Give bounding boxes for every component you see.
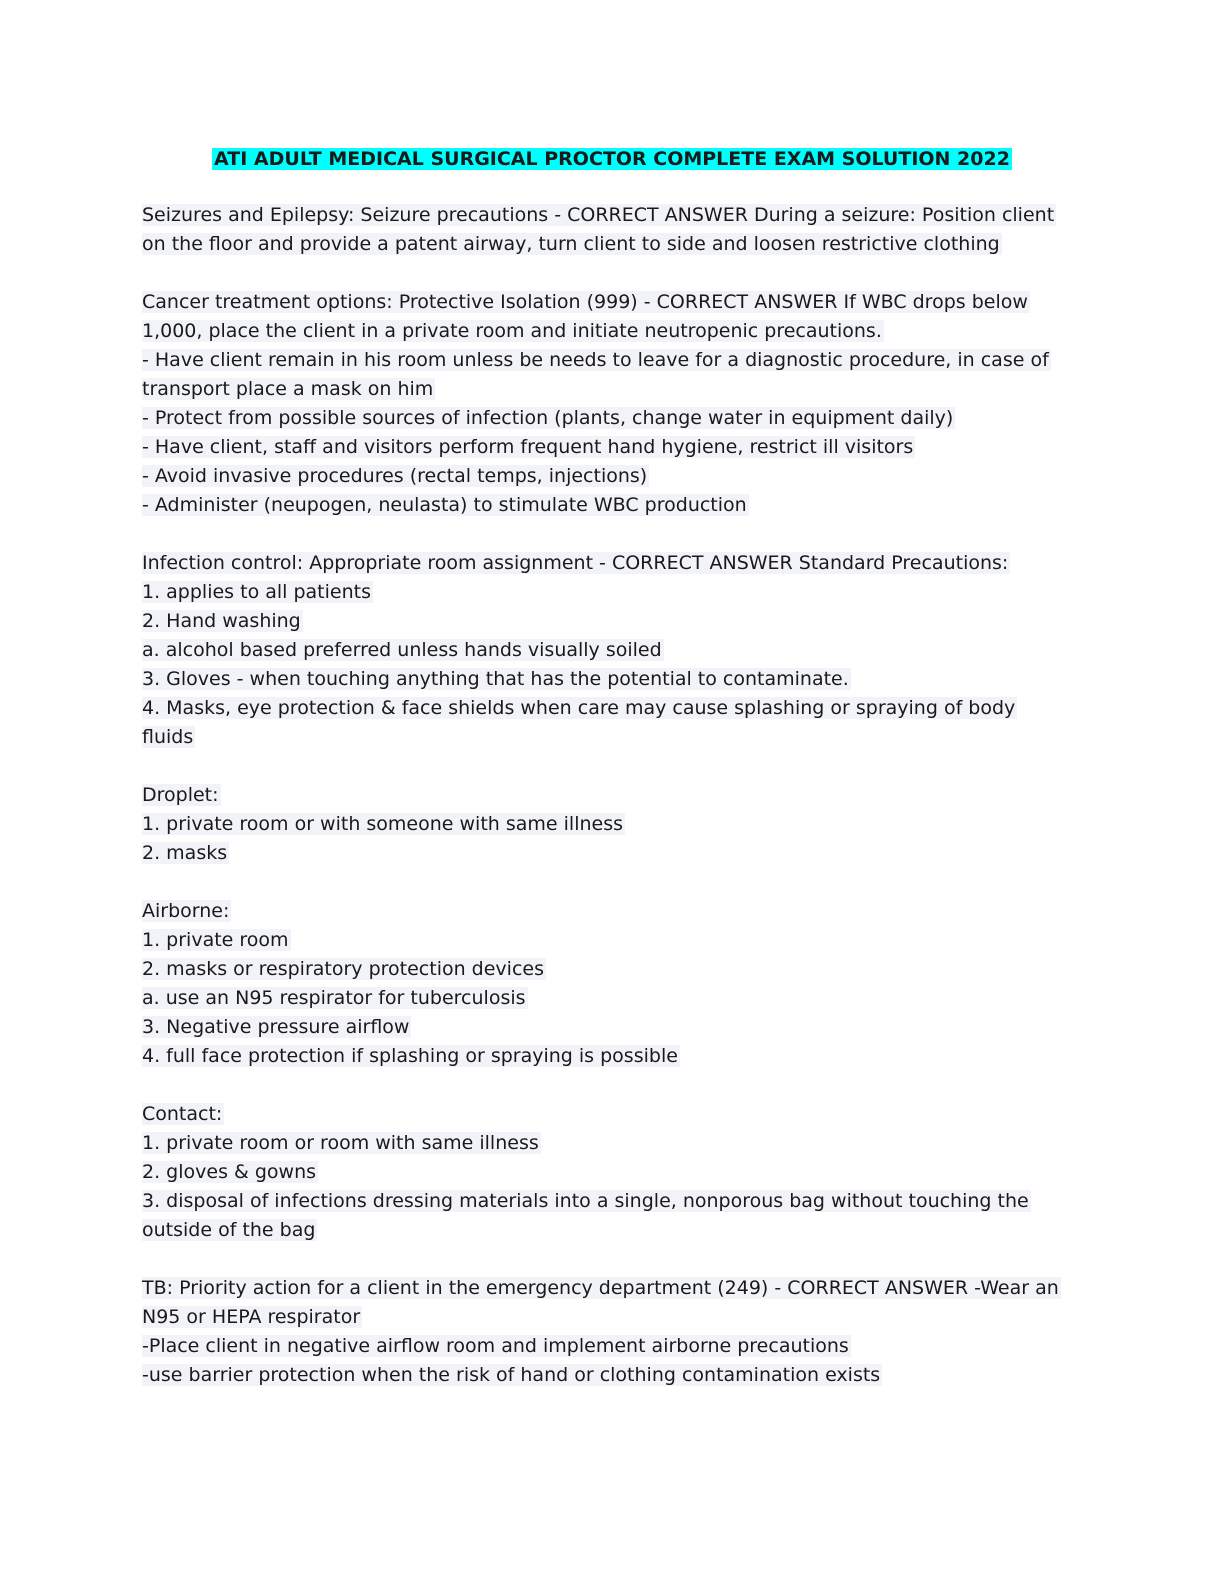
text-line: a. alcohol based preferred unless hands visually soiled bbox=[142, 639, 662, 661]
text-line: - Have client, staff and visitors perform frequent hand hygiene, restrict ill visitors bbox=[142, 436, 914, 458]
text-line: 4. Masks, eye protection & face shields when care may cause splashing or spraying of body bbox=[142, 697, 1016, 719]
text-block bbox=[142, 781, 1082, 868]
text-line: - Administer (neupogen, neulasta) to stimulate WBC production bbox=[142, 494, 747, 516]
text-line: 2. gloves & gowns bbox=[142, 1161, 317, 1183]
text-line: - Avoid invasive procedures (rectal temps, injections) bbox=[142, 465, 648, 487]
document-body bbox=[142, 201, 1082, 1419]
text-line: Infection control: Appropriate room assignment - CORRECT ANSWER Standard Precautions: bbox=[142, 552, 1009, 574]
text-line: TB: Priority action for a client in the emergency department (249) - CORRECT ANSWER -Wear an bbox=[142, 1277, 1059, 1299]
text-line: 3. Negative pressure airflow bbox=[142, 1016, 410, 1038]
page-title-text: ATI ADULT MEDICAL SURGICAL PROCTOR COMPLETE EXAM SOLUTION 2022 bbox=[214, 148, 1010, 170]
text-line: fluids bbox=[142, 726, 194, 748]
text-line: 3. Gloves - when touching anything that has the potential to contaminate. bbox=[142, 668, 849, 690]
page-title bbox=[0, 146, 1224, 172]
text-line: Droplet: bbox=[142, 784, 219, 806]
text-line: transport place a mask on him bbox=[142, 378, 434, 400]
text-line: 3. disposal of infections dressing materials into a single, nonporous bag without touching the bbox=[142, 1190, 1029, 1212]
text-line: 2. masks or respiratory protection devices bbox=[142, 958, 544, 980]
text-line: -Place client in negative airflow room and implement airborne precautions bbox=[142, 1335, 849, 1357]
text-line: 1. applies to all patients bbox=[142, 581, 371, 603]
text-line: - Protect from possible sources of infection (plants, change water in equipment daily) bbox=[142, 407, 954, 429]
text-line: Contact: bbox=[142, 1103, 223, 1125]
text-line: 1. private room or room with same illness bbox=[142, 1132, 539, 1154]
text-block bbox=[142, 288, 1082, 520]
text-line: a. use an N95 respirator for tuberculosis bbox=[142, 987, 526, 1009]
text-line: 1,000, place the client in a private room and initiate neutropenic precautions. bbox=[142, 320, 882, 342]
text-line: 1. private room bbox=[142, 929, 289, 951]
text-line: 4. full face protection if splashing or spraying is possible bbox=[142, 1045, 678, 1067]
text-block bbox=[142, 549, 1082, 752]
text-block bbox=[142, 1274, 1082, 1390]
text-line: on the floor and provide a patent airway, turn client to side and loosen restrictive clothing bbox=[142, 233, 1000, 255]
text-line: 2. Hand washing bbox=[142, 610, 301, 632]
text-line: - Have client remain in his room unless be needs to leave for a diagnostic procedure, in case of bbox=[142, 349, 1049, 371]
text-line: Airborne: bbox=[142, 900, 230, 922]
text-line: Seizures and Epilepsy: Seizure precautions - CORRECT ANSWER During a seizure: Position client bbox=[142, 204, 1055, 226]
text-block bbox=[142, 201, 1082, 259]
text-line: -use barrier protection when the risk of hand or clothing contamination exists bbox=[142, 1364, 881, 1386]
text-block bbox=[142, 897, 1082, 1071]
text-line: 1. private room or with someone with same illness bbox=[142, 813, 624, 835]
text-line: outside of the bag bbox=[142, 1219, 316, 1241]
text-line: Cancer treatment options: Protective Isolation (999) - CORRECT ANSWER If WBC drops below bbox=[142, 291, 1028, 313]
text-block bbox=[142, 1100, 1082, 1245]
text-line: 2. masks bbox=[142, 842, 228, 864]
text-line: N95 or HEPA respirator bbox=[142, 1306, 361, 1328]
